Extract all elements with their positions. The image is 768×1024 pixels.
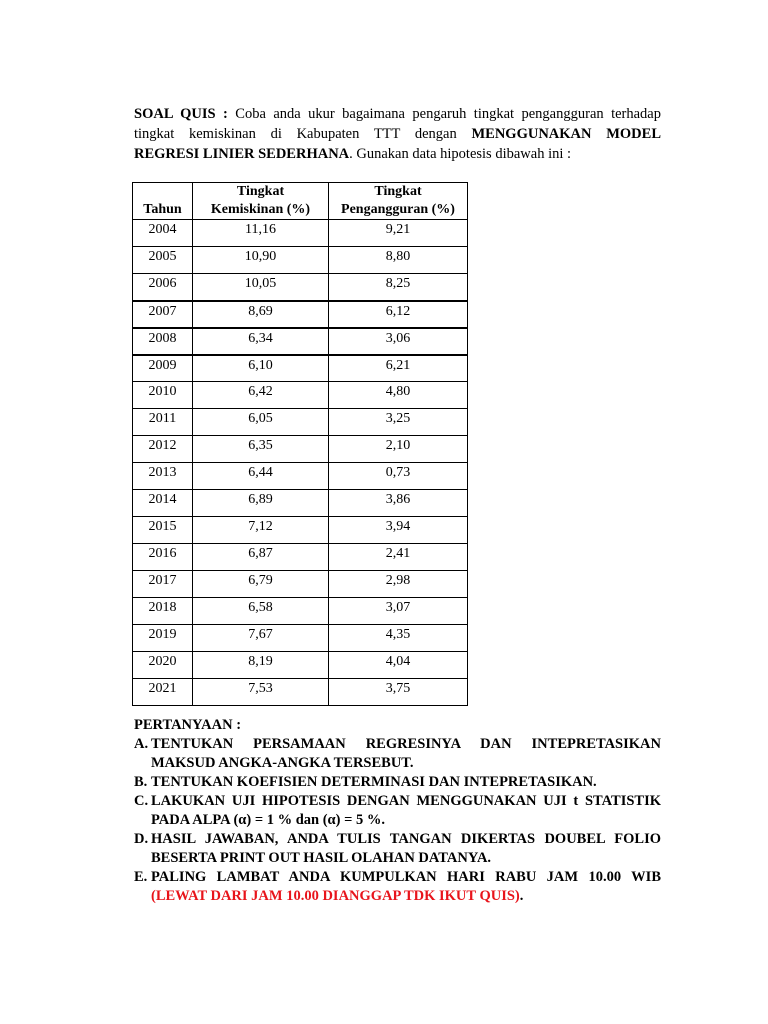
- cell-year: 2016: [133, 544, 193, 571]
- cell-pengangguran: 3,75: [329, 679, 468, 706]
- header-tahun: Tahun: [133, 183, 193, 220]
- table-row: [133, 328, 468, 355]
- table-body: [133, 220, 468, 706]
- table-row: [133, 571, 468, 598]
- table-row: [133, 382, 468, 409]
- cell-pengangguran: 6,12: [329, 301, 468, 328]
- cell-year: 2018: [133, 598, 193, 625]
- cell-year: 2005: [133, 247, 193, 274]
- intro-text-1: Coba anda ukur bagaimana pengaruh tingkat pengangguran terhadap: [235, 106, 661, 122]
- cell-pengangguran: 0,73: [329, 463, 468, 490]
- question-text: [151, 868, 661, 906]
- cell-pengangguran: 3,07: [329, 598, 468, 625]
- intro-line-2: [134, 124, 661, 144]
- cell-pengangguran: 3,94: [329, 517, 468, 544]
- table-row: [133, 517, 468, 544]
- table-header-row: [133, 183, 468, 220]
- question-text: TENTUKAN KOEFISIEN DETERMINASI DAN INTEPRETASIKAN.: [151, 774, 597, 790]
- table-row: [133, 220, 468, 247]
- question-letter: B.: [134, 774, 148, 790]
- cell-kemiskinan: 7,67: [193, 625, 329, 652]
- cell-pengangguran: 3,86: [329, 490, 468, 517]
- intro-text-3: . Gunakan data hipotesis dibawah ini :: [349, 146, 572, 162]
- question-e: [134, 868, 661, 906]
- question-e-end: .: [519, 888, 524, 904]
- quiz-label: SOAL QUIS :: [134, 106, 228, 122]
- cell-year: 2011: [133, 409, 193, 436]
- cell-year: 2015: [133, 517, 193, 544]
- cell-pengangguran: 8,25: [329, 274, 468, 301]
- table-row: [133, 247, 468, 274]
- cell-kemiskinan: 6,79: [193, 571, 329, 598]
- table-row: [133, 490, 468, 517]
- cell-year: 2020: [133, 652, 193, 679]
- table-row: [133, 625, 468, 652]
- table-row: [133, 301, 468, 328]
- cell-year: 2004: [133, 220, 193, 247]
- question-b: [134, 773, 661, 792]
- cell-kemiskinan: 6,35: [193, 436, 329, 463]
- intro-text-2: tingkat kemiskinan di Kabupaten TTT dengan: [134, 126, 457, 142]
- cell-pengangguran: 2,41: [329, 544, 468, 571]
- cell-pengangguran: 3,06: [329, 328, 468, 355]
- cell-year: 2013: [133, 463, 193, 490]
- data-table: [132, 182, 468, 706]
- cell-year: 2007: [133, 301, 193, 328]
- question-a: [134, 735, 661, 773]
- cell-kemiskinan: 6,10: [193, 355, 329, 382]
- cell-kemiskinan: 8,69: [193, 301, 329, 328]
- question-text: LAKUKAN UJI HIPOTESIS DENGAN MENGGUNAKAN UJI t STATISTIK PADA ALPA (α) = 1 % dan (α) = 5 %.: [151, 793, 661, 828]
- questions-section: [134, 716, 661, 906]
- cell-pengangguran: 2,10: [329, 436, 468, 463]
- deadline-warning: (LEWAT DARI JAM 10.00 DIANGGAP TDK IKUT QUIS): [151, 888, 520, 904]
- cell-kemiskinan: 6,44: [193, 463, 329, 490]
- cell-pengangguran: 8,80: [329, 247, 468, 274]
- cell-kemiskinan: 6,89: [193, 490, 329, 517]
- cell-kemiskinan: 7,12: [193, 517, 329, 544]
- table-row: [133, 598, 468, 625]
- question-letter: A.: [134, 736, 149, 752]
- question-letter: D.: [134, 831, 149, 847]
- cell-kemiskinan: 10,05: [193, 274, 329, 301]
- cell-year: 2009: [133, 355, 193, 382]
- table-row: [133, 463, 468, 490]
- cell-pengangguran: 4,35: [329, 625, 468, 652]
- table-row: [133, 544, 468, 571]
- table-row: [133, 679, 468, 706]
- question-letter: E.: [134, 869, 148, 885]
- cell-pengangguran: 9,21: [329, 220, 468, 247]
- cell-year: 2017: [133, 571, 193, 598]
- cell-year: 2019: [133, 625, 193, 652]
- cell-year: 2010: [133, 382, 193, 409]
- question-letter: C.: [134, 793, 149, 809]
- cell-kemiskinan: 6,34: [193, 328, 329, 355]
- cell-pengangguran: 4,80: [329, 382, 468, 409]
- cell-year: 2006: [133, 274, 193, 301]
- table-row: [133, 652, 468, 679]
- intro-bold-2: REGRESI LINIER SEDERHANA: [134, 146, 350, 162]
- cell-year: 2014: [133, 490, 193, 517]
- cell-pengangguran: 3,25: [329, 409, 468, 436]
- table-row: [133, 409, 468, 436]
- question-text: HASIL JAWABAN, ANDA TULIS TANGAN DIKERTAS DOUBEL FOLIO BESERTA PRINT OUT HASIL OLAHAN DATANYA.: [151, 831, 661, 866]
- intro-line-1: [134, 104, 661, 124]
- cell-kemiskinan: 10,90: [193, 247, 329, 274]
- header-pengangguran: Tingkat Pengangguran (%): [329, 183, 468, 220]
- questions-heading: PERTANYAAN :: [134, 717, 242, 733]
- cell-pengangguran: 6,21: [329, 355, 468, 382]
- cell-kemiskinan: 6,87: [193, 544, 329, 571]
- intro-line-3: [134, 144, 661, 164]
- cell-kemiskinan: 6,42: [193, 382, 329, 409]
- cell-kemiskinan: 7,53: [193, 679, 329, 706]
- question-c: [134, 792, 661, 830]
- table-row: [133, 436, 468, 463]
- intro-bold-1: MENGGUNAKAN MODEL: [471, 126, 661, 142]
- cell-kemiskinan: 11,16: [193, 220, 329, 247]
- cell-kemiskinan: 6,05: [193, 409, 329, 436]
- cell-pengangguran: 2,98: [329, 571, 468, 598]
- table-row: [133, 274, 468, 301]
- question-text: TENTUKAN PERSAMAAN REGRESINYA DAN INTEPRETASIKAN MAKSUD ANGKA-ANGKA TERSEBUT.: [151, 736, 661, 771]
- cell-kemiskinan: 6,58: [193, 598, 329, 625]
- table-row: [133, 355, 468, 382]
- header-kemiskinan: Tingkat Kemiskinan (%): [193, 183, 329, 220]
- cell-pengangguran: 4,04: [329, 652, 468, 679]
- cell-kemiskinan: 8,19: [193, 652, 329, 679]
- cell-year: 2021: [133, 679, 193, 706]
- cell-year: 2008: [133, 328, 193, 355]
- question-e-text: PALING LAMBAT ANDA KUMPULKAN HARI RABU JAM 10.00 WIB: [151, 869, 661, 885]
- question-d: [134, 830, 661, 868]
- cell-year: 2012: [133, 436, 193, 463]
- quiz-intro: [134, 104, 661, 164]
